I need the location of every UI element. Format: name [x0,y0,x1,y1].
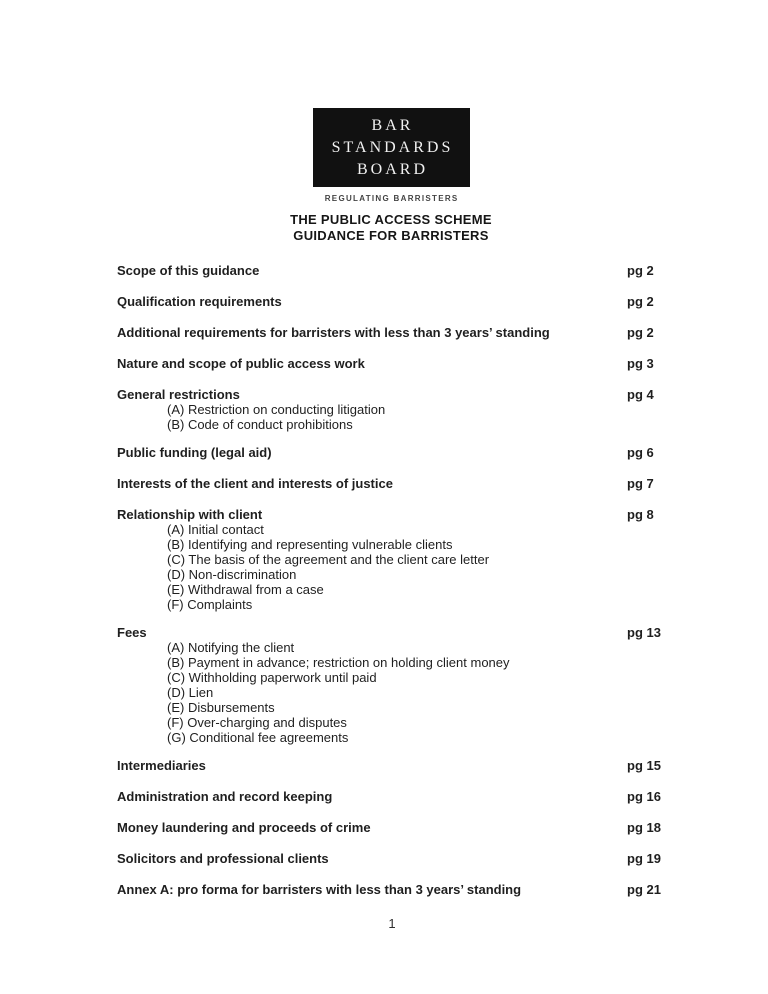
toc-entry-label: Fees [117,625,147,640]
toc-row [117,625,672,640]
document-header [7,0,768,244]
toc-subitem: (D) Non-discrimination [167,567,297,582]
toc-entry [117,758,672,773]
toc-row [117,325,672,340]
toc-entry-label: Intermediaries [117,758,206,773]
toc-entry-page: pg 16 [627,789,661,804]
toc-subitem: (C) The basis of the agreement and the client care letter [167,552,490,567]
toc-subitems [167,522,672,612]
toc-entry-page: pg 18 [627,820,661,835]
toc-entry-label: Public funding (legal aid) [117,445,272,460]
toc-row [117,882,672,897]
document-title [7,212,768,244]
toc-subitem: (A) Initial contact [167,522,264,537]
toc-subitem: (B) Code of conduct prohibitions [167,417,353,432]
toc-row [117,851,672,866]
toc-entry-page: pg 4 [627,387,654,402]
toc-row [117,263,672,278]
toc-subitem: (F) Complaints [167,597,253,612]
toc-entry-label: Nature and scope of public access work [117,356,365,371]
toc-subitem: (D) Lien [167,685,214,700]
toc-entry-page: pg 15 [627,758,661,773]
toc-entry-label: Scope of this guidance [117,263,260,278]
toc-subitem: (F) Over-charging and disputes [167,715,347,730]
toc-entry [117,356,672,371]
toc-entry-label: Qualification requirements [117,294,282,309]
document-title-line-2: GUIDANCE FOR BARRISTERS [293,228,489,243]
toc-entry-label: Annex A: pro forma for barristers with less than 3 years’ standing [117,882,522,897]
toc-entry [117,325,672,340]
toc-row [117,789,672,804]
toc-subitem: (A) Notifying the client [167,640,295,655]
toc-entry-label: Additional requirements for barristers with less than 3 years’ standing [117,325,550,340]
logo-tagline: REGULATING BARRISTERS [324,194,459,203]
toc-row [117,476,672,491]
toc-row [117,507,672,522]
toc-row [117,445,672,460]
toc-subitem: (E) Withdrawal from a case [167,582,324,597]
toc-entry [117,387,672,432]
toc-entry [117,507,672,612]
toc-entry [117,625,672,745]
toc-subitem: (B) Payment in advance; restriction on holding client money [167,655,510,670]
toc-entry-page: pg 8 [627,507,654,522]
toc-entry [117,263,672,278]
toc-row [117,356,672,371]
toc-row [117,294,672,309]
page-number-footer: 1 [388,916,396,931]
toc-subitems [167,402,672,432]
toc-row [117,387,672,402]
toc [117,263,672,897]
toc-subitem: (E) Disbursements [167,700,275,715]
toc-subitem: (B) Identifying and representing vulnerable clients [167,537,453,552]
document-title-line-1: THE PUBLIC ACCESS SCHEME [290,212,492,227]
toc-row [117,820,672,835]
toc-row [117,758,672,773]
toc-entry-label: Interests of the client and interests of justice [117,476,393,491]
toc-entry-label: Solicitors and professional clients [117,851,329,866]
logo-line-1: BAR [371,116,414,134]
toc-entry-page: pg 2 [627,263,654,278]
toc-entry-label: Money laundering and proceeds of crime [117,820,371,835]
toc-subitems [167,640,672,745]
logo-line-3: BOARD [356,160,428,178]
toc-entry [117,445,672,460]
toc-entry [117,882,672,897]
toc-entry [117,820,672,835]
toc-entry [117,476,672,491]
toc-entry-page: pg 19 [627,851,661,866]
toc-subitem: (G) Conditional fee agreements [167,730,349,745]
toc-entry-page: pg 2 [627,294,654,309]
bar-standards-board-logo [313,108,470,187]
toc-entry-page: pg 7 [627,476,654,491]
logo-line-2: STANDARDS [331,138,454,156]
toc-entry [117,294,672,309]
toc-entry-page: pg 21 [627,882,661,897]
toc-entry-label: General restrictions [117,387,240,402]
toc-entry-page: pg 2 [627,325,654,340]
toc-subitem: (C) Withholding paperwork until paid [167,670,377,685]
toc-entry-page: pg 13 [627,625,661,640]
toc-entry [117,789,672,804]
toc-entry-label: Relationship with client [117,507,263,522]
toc-entry [117,851,672,866]
toc-entry-label: Administration and record keeping [117,789,333,804]
toc-subitem: (A) Restriction on conducting litigation [167,402,386,417]
toc-entry-page: pg 6 [627,445,654,460]
toc-entry-page: pg 3 [627,356,654,371]
